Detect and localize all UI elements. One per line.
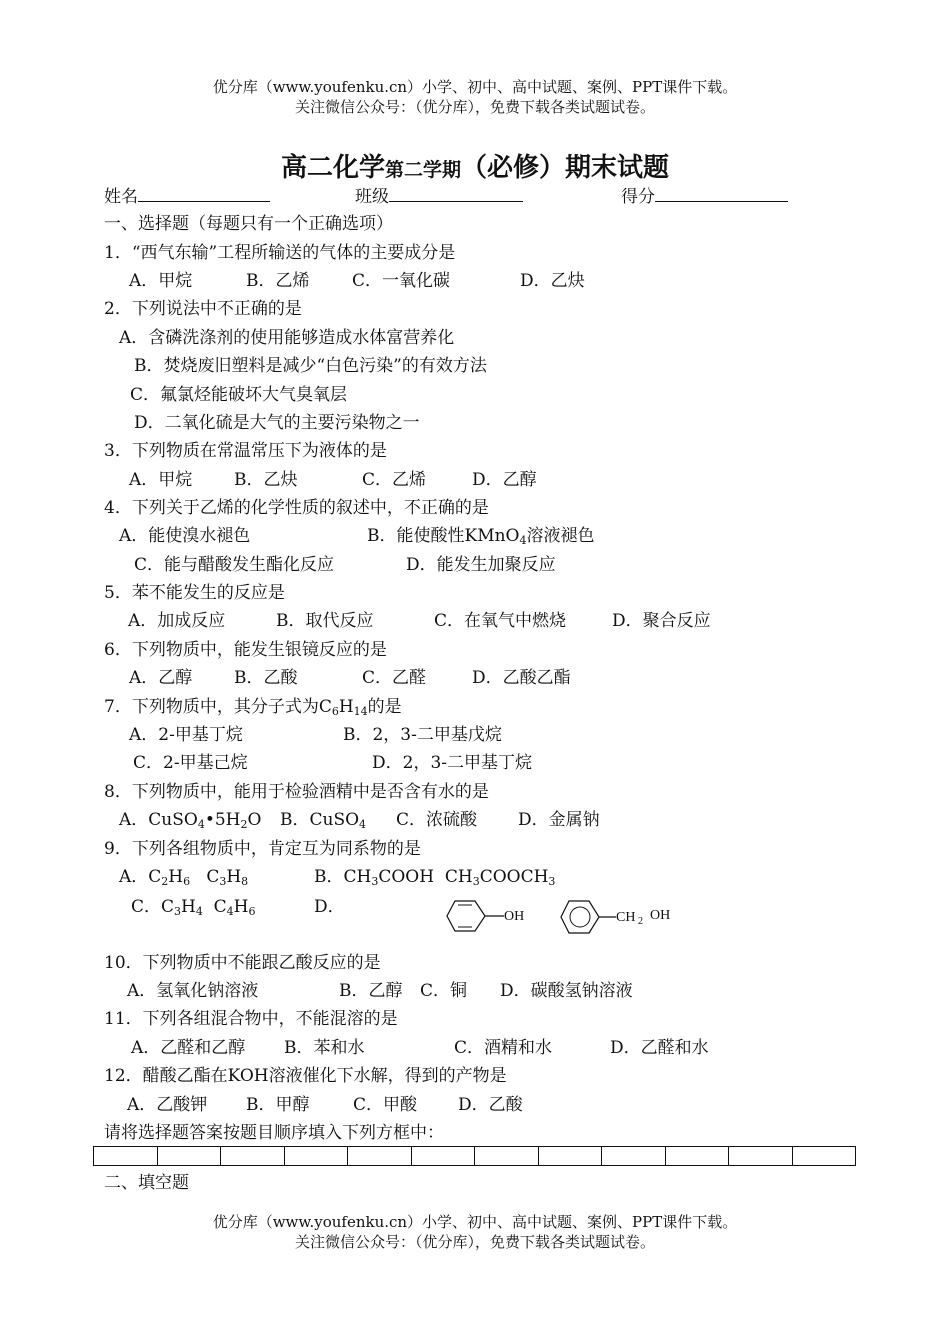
answer-cell[interactable] (94, 1147, 158, 1165)
q6-option-c: C．乙醛 (362, 668, 427, 688)
q9-option-c: C．$C_3H_4$ $C_4H_6$ (131, 897, 256, 918)
q12-option-d: D．乙酸 (458, 1095, 523, 1115)
q2-option-b: B．焚烧废旧塑料是减少“白色污染”的有效方法 (134, 356, 487, 376)
q7-option-a: A．2-甲基丁烷 (129, 725, 243, 745)
q4-option-b: B．能使酸性KMnO$_4$溶液褪色 (367, 526, 595, 547)
svg-text:CH: CH (616, 910, 636, 925)
svg-text:OH: OH (650, 908, 671, 923)
name-field[interactable]: 姓名 (104, 185, 270, 208)
q8-option-c: C．浓硫酸 (396, 810, 478, 830)
header-line-2: 关注微信公众号：（优分库），免费下载各类试题试卷。 (294, 98, 655, 116)
answer-cell[interactable] (475, 1147, 539, 1165)
answer-cell[interactable] (539, 1147, 603, 1165)
q7-stem: 7．下列物质中，其分子式为$C_6H_{14}$的是 (104, 697, 402, 718)
q9-option-d: D． (314, 897, 345, 917)
q7-option-d: D．2，3-二甲基丁烷 (372, 753, 533, 773)
q6-option-d: D．乙酸乙酯 (472, 668, 571, 688)
answer-grid (93, 1146, 856, 1166)
q8-option-a: A．$CuSO_4•5H_2O$ (119, 810, 262, 831)
q6-option-b: B．乙酸 (234, 668, 298, 688)
q6-stem: 6．下列物质中，能发生银镜反应的是 (104, 640, 387, 660)
q11-option-c: C．酒精和水 (454, 1038, 553, 1058)
q10-option-d: D．碳酸氢钠溶液 (500, 981, 633, 1001)
q10-stem: 10．下列物质中不能跟乙酸反应的是 (104, 953, 381, 973)
q5-option-b: B．取代反应 (276, 611, 374, 631)
q6-option-a: A．乙醇 (129, 668, 193, 688)
answer-cell[interactable] (729, 1147, 793, 1165)
q1-option-d: D．乙炔 (520, 271, 585, 291)
q5-option-c: C．在氧气中燃烧 (434, 611, 567, 631)
q9-option-a: A．$C_2H_6$ $C_3H_8$ (119, 867, 249, 888)
answer-cell[interactable] (285, 1147, 349, 1165)
q3-stem: 3．下列物质在常温常压下为液体的是 (104, 441, 387, 461)
footer-line-2: 关注微信公众号：（优分库），免费下载各类试题试卷。 (294, 1233, 655, 1251)
q10-option-a: A．氢氧化钠溶液 (127, 981, 259, 1001)
q2-option-d: D．二氧化硫是大气的主要污染物之一 (134, 413, 420, 433)
score-field[interactable]: 得分 (621, 185, 788, 208)
section-1-heading: 一、选择题（每题只有一个正确选项） (104, 214, 393, 234)
q7-option-c: C．2-甲基己烷 (133, 753, 248, 773)
q8-stem: 8．下列物质中，能用于检验酒精中是否含有水的是 (104, 782, 489, 802)
answer-cell[interactable] (602, 1147, 666, 1165)
q2-option-c: C．氟氯烃能破坏大气臭氧层 (130, 385, 348, 405)
q3-option-c: C．乙烯 (362, 470, 427, 490)
q2-option-a: A．含磷洗涤剂的使用能够造成水体富营养化 (119, 328, 455, 348)
svg-text:OH: OH (504, 909, 525, 924)
header-line-1: 优分库（www.youfenku.cn）小学、初中、高中试题、案例、PPT课件下载。 (212, 78, 738, 96)
benzyl-alcohol-structure (560, 899, 680, 935)
q3-option-d: D．乙醇 (472, 470, 537, 490)
q1-option-a: A．甲烷 (129, 271, 193, 291)
svg-text:2: 2 (638, 916, 643, 927)
q5-stem: 5．苯不能发生的反应是 (104, 583, 285, 603)
q4-option-c: C．能与醋酸发生酯化反应 (134, 555, 335, 575)
q4-option-a: A．能使溴水褪色 (119, 526, 251, 546)
q12-option-b: B．甲醇 (246, 1095, 310, 1115)
q11-stem: 11．下列各组混合物中，不能混溶的是 (104, 1009, 398, 1029)
q8-option-d: D．金属钠 (518, 810, 600, 830)
q1-stem: 1．“西气东输”工程所输送的气体的主要成分是 (104, 243, 456, 263)
q11-option-b: B．苯和水 (284, 1038, 365, 1058)
answer-cell[interactable] (793, 1147, 856, 1165)
section-2-heading: 二、填空题 (104, 1173, 189, 1193)
q3-option-b: B．乙炔 (234, 470, 298, 490)
q12-option-a: A．乙酸钾 (127, 1095, 208, 1115)
answer-cell[interactable] (348, 1147, 412, 1165)
answer-cell[interactable] (221, 1147, 285, 1165)
page-title: 高二化学第二学期（必修）期末试题 (280, 153, 670, 183)
q11-option-a: A．乙醛和乙醇 (131, 1038, 246, 1058)
class-field[interactable]: 班级 (355, 185, 523, 208)
q2-stem: 2．下列说法中不正确的是 (104, 299, 302, 319)
q1-option-b: B．乙烯 (246, 271, 310, 291)
q8-option-b: B．CuSO$_4$ (280, 810, 367, 831)
q1-option-c: C．一氧化碳 (352, 271, 451, 291)
q12-stem: 12．醋酸乙酯在KOH溶液催化下水解，得到的产物是 (104, 1066, 507, 1086)
answer-prompt: 请将选择题答案按题目顺序填入下列方框中： (104, 1123, 444, 1143)
q12-option-c: C．甲酸 (353, 1095, 418, 1115)
phenol-structure (446, 899, 531, 933)
footer-line-1: 优分库（www.youfenku.cn）小学、初中、高中试题、案例、PPT课件下载。 (212, 1213, 738, 1231)
q10-option-c: C．铜 (420, 981, 468, 1001)
answer-cell[interactable] (158, 1147, 222, 1165)
q7-option-b: B．2，3-二甲基戊烷 (343, 725, 502, 745)
q11-option-d: D．乙醛和水 (610, 1038, 709, 1058)
answer-cell[interactable] (666, 1147, 730, 1165)
q5-option-a: A．加成反应 (128, 611, 226, 631)
q4-stem: 4．下列关于乙烯的化学性质的叙述中，不正确的是 (104, 498, 489, 518)
q5-option-d: D．聚合反应 (612, 611, 711, 631)
q10-option-b: B．乙醇 (339, 981, 403, 1001)
q9-stem: 9．下列各组物质中，肯定互为同系物的是 (104, 839, 421, 859)
q4-option-d: D．能发生加聚反应 (406, 555, 556, 575)
q3-option-a: A．甲烷 (129, 470, 193, 490)
q9-option-b: B．$CH_3COOH$ $CH_3COOCH_3$ (314, 867, 556, 888)
answer-cell[interactable] (412, 1147, 476, 1165)
